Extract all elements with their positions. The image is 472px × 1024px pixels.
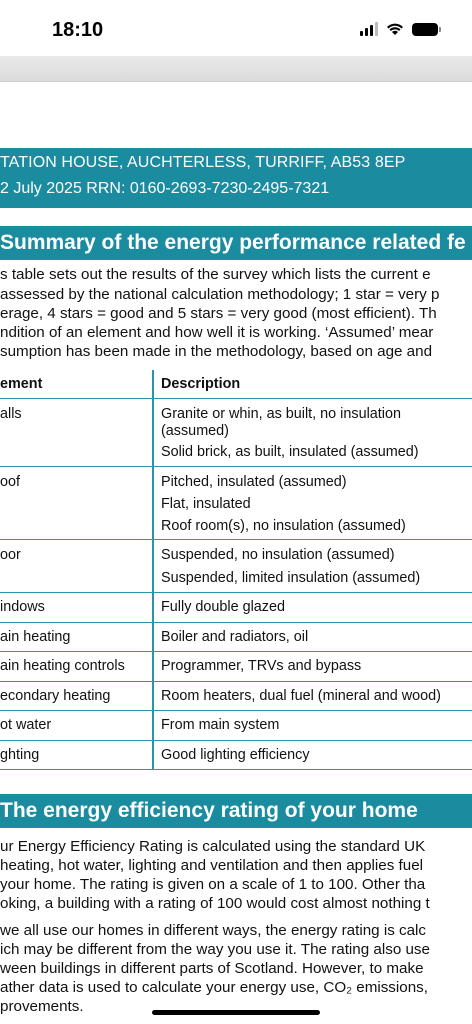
- summary-heading: Summary of the energy performance related fe: [0, 226, 472, 260]
- row-description: Solid brick, as built, insulated (assumed): [161, 444, 419, 460]
- row-description: Pitched, insulated (assumed): [161, 474, 347, 490]
- row-description: Suspended, no insulation (assumed): [161, 547, 395, 563]
- table-header-row: [0, 370, 472, 398]
- rating-paragraph-line: your home. The rating is given on a scale of 1 to 100. Other tha: [0, 876, 426, 893]
- rating-paragraph-line: heating, hot water, lighting and ventilation and then applies fuel: [0, 857, 424, 874]
- summary-paragraph-line: erage, 4 stars = good and 5 stars = very good (most efficient). Th: [0, 305, 437, 322]
- table-row: [0, 651, 472, 681]
- home-indicator[interactable]: [152, 1010, 320, 1015]
- row-element: ain heating controls: [0, 658, 125, 674]
- rating-heading: The energy efficiency rating of your home: [0, 794, 472, 828]
- wifi-icon: [386, 22, 404, 36]
- table-row: [0, 622, 472, 651]
- table-row: [0, 681, 472, 710]
- rating-paragraph-line: we all use our homes in different ways, the energy rating is calc: [0, 922, 427, 939]
- row-element: ot water: [0, 717, 52, 733]
- row-description: From main system: [161, 717, 280, 733]
- property-address: TATION HOUSE, AUCHTERLESS, TURRIFF, AB53 8EP: [0, 154, 406, 171]
- row-description: Programmer, TRVs and bypass: [161, 658, 362, 674]
- rating-paragraph-line: provements.: [0, 998, 84, 1015]
- status-bar: [0, 0, 472, 56]
- row-description: Fully double glazed: [161, 599, 285, 615]
- summary-paragraph-line: ndition of an element and how well it is working. ‘Assumed’ mear: [0, 324, 434, 341]
- rating-paragraph-line: oking, a building with a rating of 100 would cost almost nothing t: [0, 895, 430, 912]
- row-element: ain heating: [0, 629, 71, 645]
- cellular-signal-icon: [360, 22, 378, 36]
- row-description: Suspended, limited insulation (assumed): [161, 570, 421, 586]
- row-element: oof: [0, 474, 21, 490]
- table-row: [0, 710, 472, 740]
- row-element: indows: [0, 599, 45, 615]
- report-date-rrn: 2 July 2025 RRN: 0160-2693-7230-2495-7321: [0, 180, 330, 197]
- rating-paragraph-line: ich may be different from the way you use it. The rating also use: [0, 941, 430, 958]
- browser-toolbar: [0, 56, 472, 82]
- table-row: [0, 398, 472, 466]
- row-element: oor: [0, 547, 21, 563]
- table-row: [0, 539, 472, 592]
- row-description: (assumed): [161, 423, 229, 439]
- header-description: Description: [161, 376, 241, 392]
- status-icons: [360, 22, 438, 36]
- row-description: Roof room(s), no insulation (assumed): [161, 518, 406, 534]
- table-row: [0, 592, 472, 622]
- summary-paragraph-line: assessed by the national calculation methodology; 1 star = very p: [0, 286, 440, 303]
- summary-paragraph-line: sumption has been made in the methodology, based on age and: [0, 343, 433, 360]
- row-description: Boiler and radiators, oil: [161, 629, 309, 645]
- table-row: [0, 466, 472, 539]
- summary-paragraph-line: s table sets out the results of the survey which lists the current e: [0, 266, 431, 283]
- rating-paragraph-line: ween buildings in different parts of Scotland. However, to make: [0, 960, 424, 977]
- row-element: ghting: [0, 747, 40, 763]
- battery-icon: [412, 23, 438, 36]
- header-element: ement: [0, 376, 43, 392]
- address-band: [0, 148, 472, 208]
- row-description: Good lighting efficiency: [161, 747, 310, 763]
- row-description: Room heaters, dual fuel (mineral and wood): [161, 688, 441, 704]
- table-row: [0, 740, 472, 770]
- rating-paragraph-line: ather data is used to calculate your energy use, CO₂ emissions,: [0, 979, 428, 996]
- row-element: alls: [0, 406, 22, 422]
- row-description: Flat, insulated: [161, 496, 251, 512]
- rating-paragraph-line: ur Energy Efficiency Rating is calculated using the standard UK: [0, 838, 426, 855]
- row-description: Granite or whin, as built, no insulation: [161, 406, 401, 422]
- status-time: 18:10: [52, 19, 104, 41]
- row-element: econdary heating: [0, 688, 111, 704]
